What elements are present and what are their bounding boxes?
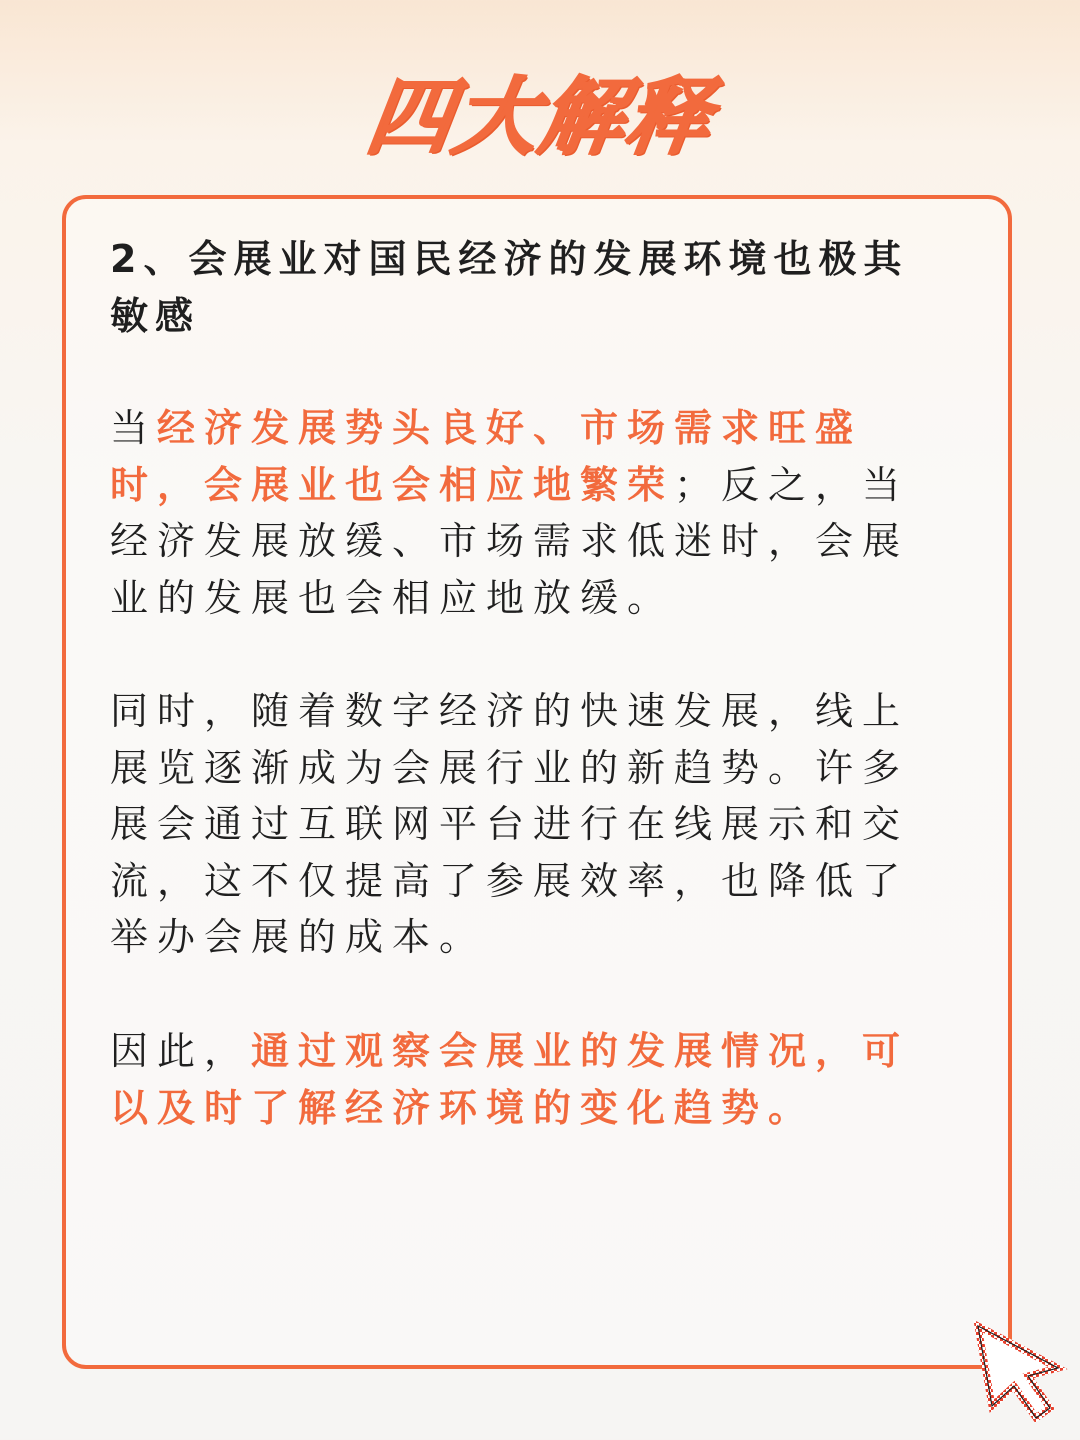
paragraph-economy-sensitivity	[110, 400, 940, 626]
paragraph-conclusion	[110, 1023, 940, 1136]
paragraph-text: ；反之，当经济发展放缓、市场需求低迷时，会展业的发展也会相应地放缓。	[110, 462, 910, 620]
paragraph-online-exhibitions: 同时，随着数字经济的快速发展，线上展览逐渐成为会展行业的新趋势。许多展会通过互联网平台进行在线展示和交流，这不仅提高了参展效率，也降低了举办会展的成本。	[110, 689, 910, 959]
paragraph-text: 因此，	[110, 1029, 252, 1073]
page-title: 四大解释	[361, 68, 719, 166]
highlighted-text: 经济发展势头良好、市场需求旺盛时，会展业也会相应地繁荣	[110, 406, 863, 507]
highlighted-text: 通过观察会展业的发展情况，可以及时了解经济环境的变化趋势。	[110, 1029, 910, 1130]
cursor-arrow-icon	[970, 1320, 1070, 1425]
section-heading: 2、会展业对国民经济的发展环境也极其敏感	[110, 237, 909, 338]
paragraph-text: 当	[110, 406, 158, 450]
